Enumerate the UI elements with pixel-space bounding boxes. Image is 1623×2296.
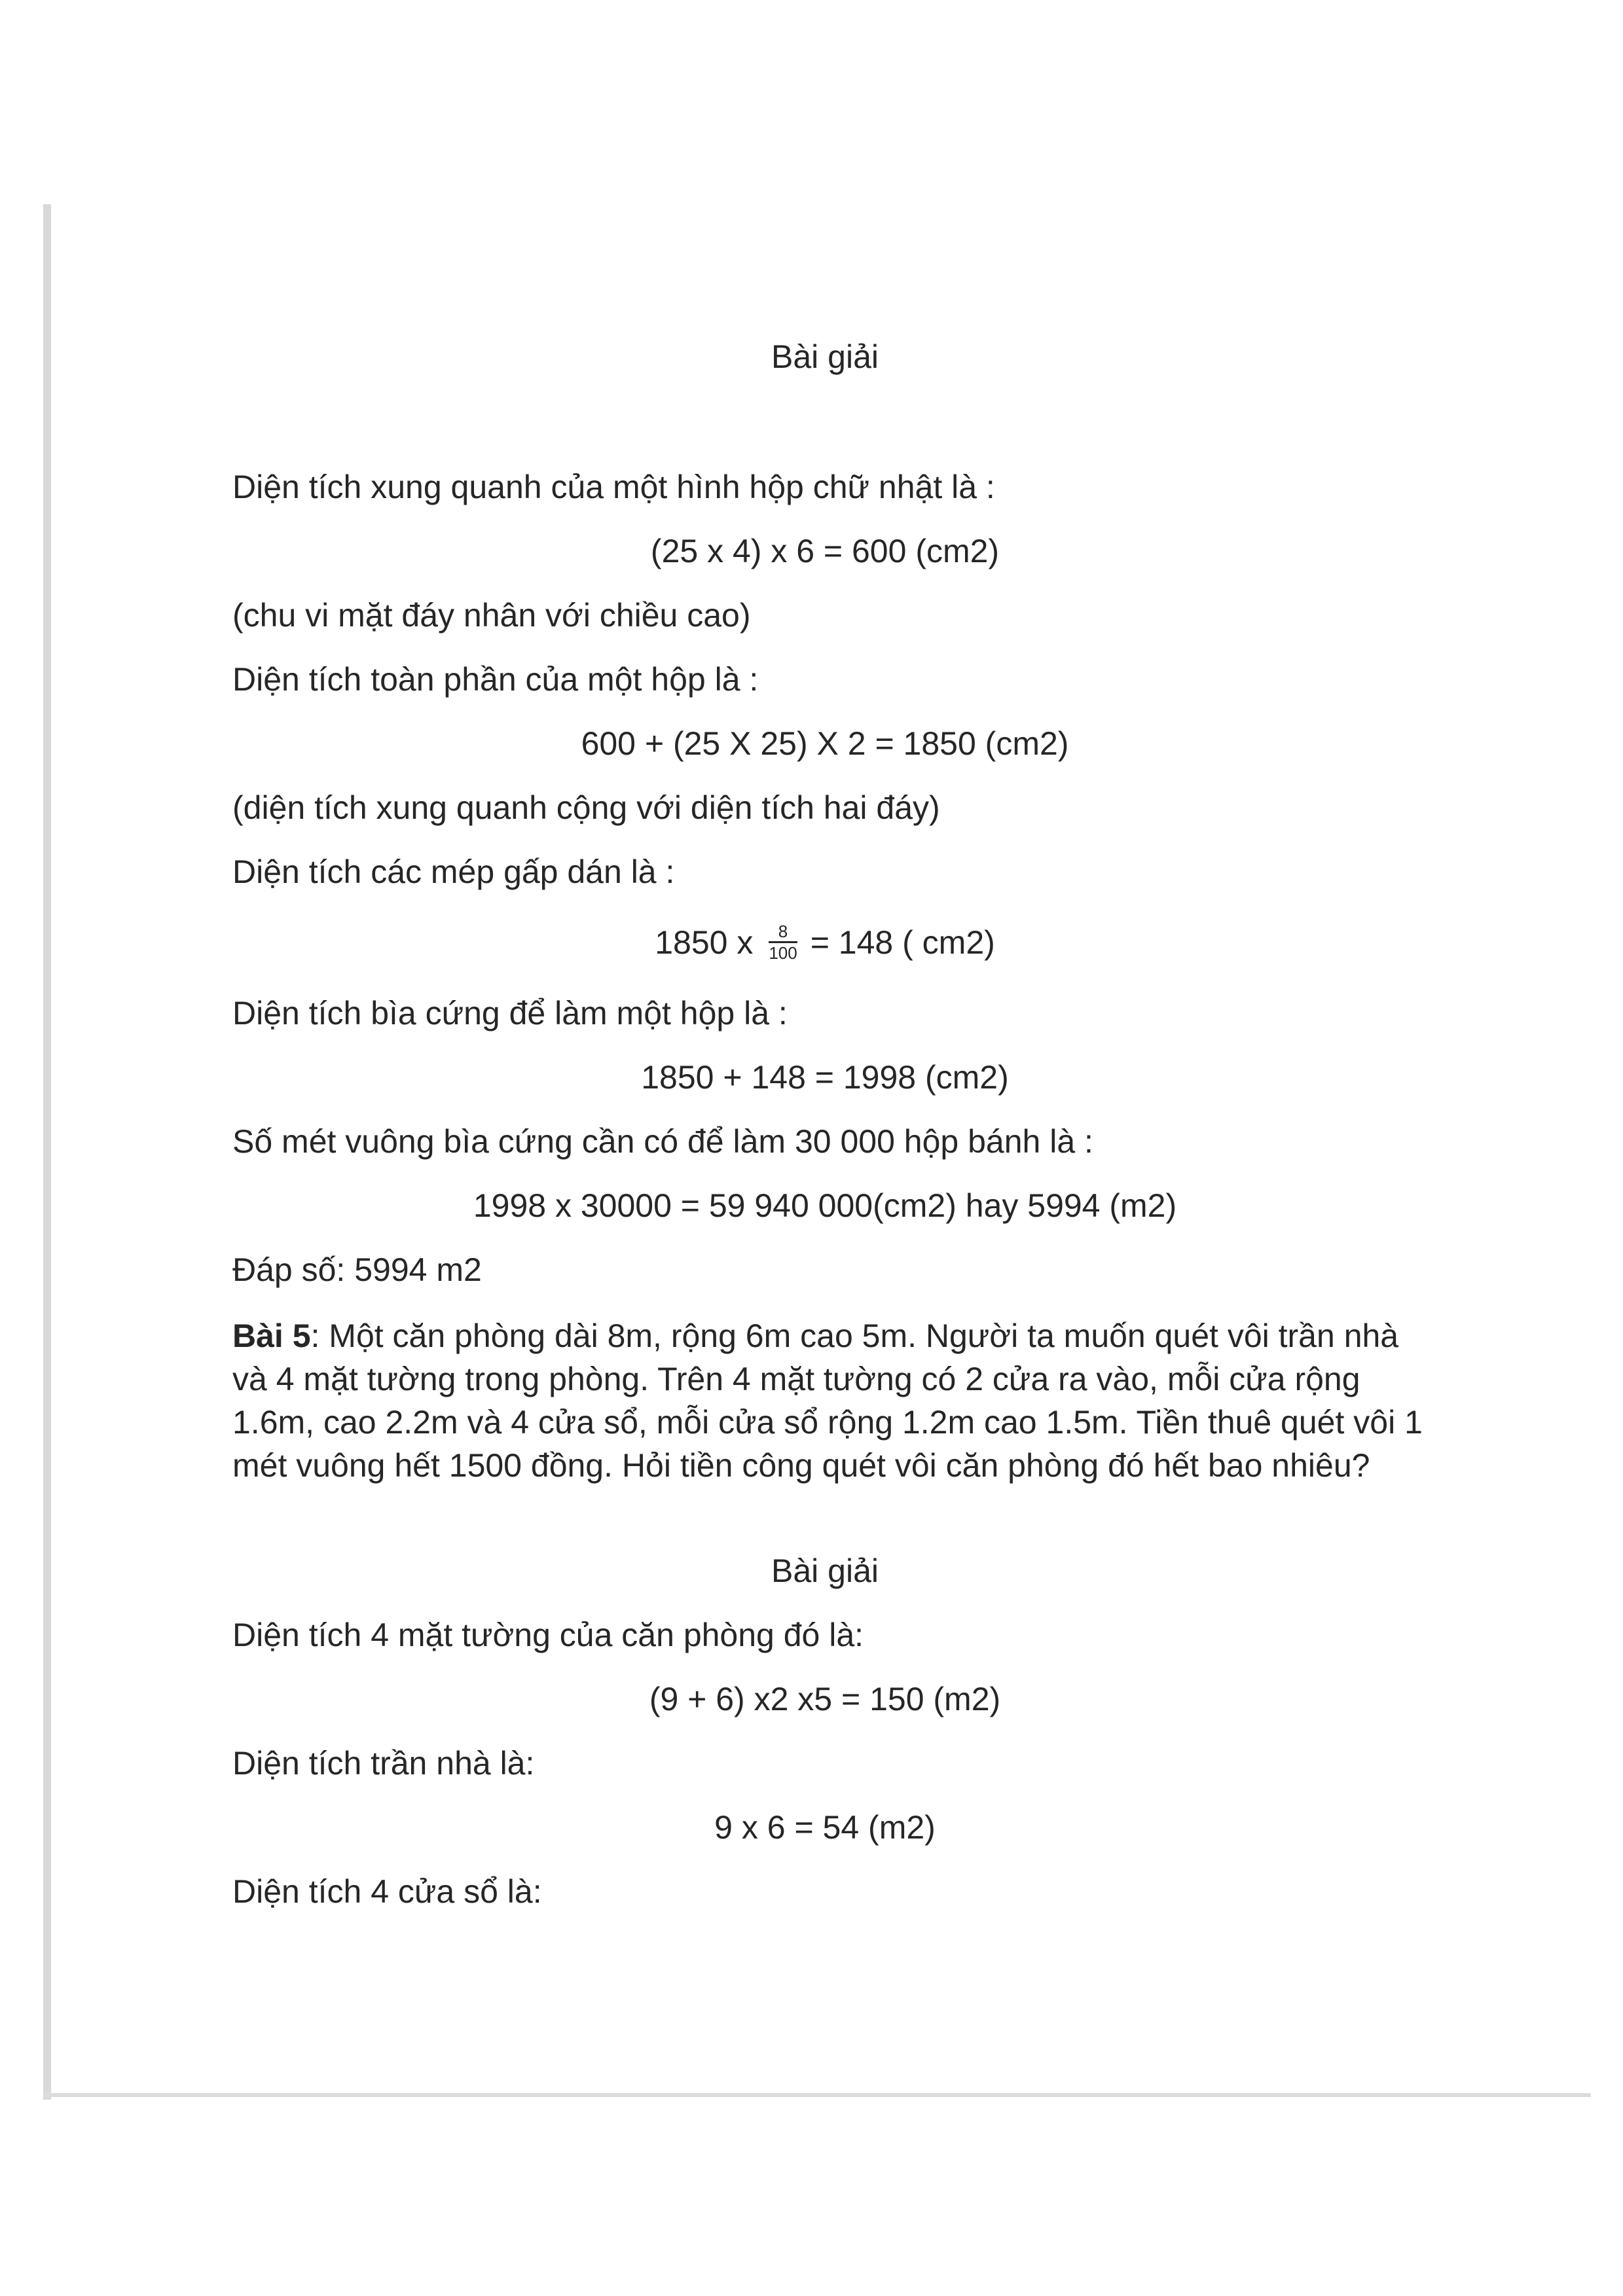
fraction: [769, 922, 797, 963]
text-line: (diện tích xung quanh cộng với diện tích hai đáy): [232, 789, 940, 826]
text-line: Diện tích các mép gấp dán là :: [232, 853, 675, 890]
fraction-formula: [232, 923, 1417, 965]
fraction-numerator: 8: [769, 922, 797, 943]
formula-line: (25 x 4) x 6 = 600 (cm2): [650, 533, 1000, 569]
formula-line: (9 + 6) x2 x5 = 150 (m2): [649, 1681, 1001, 1717]
text-line: Diện tích xung quanh của một hình hộp chữ nhật là :: [232, 469, 995, 505]
problem-label: Bài 5: [232, 1318, 311, 1354]
page-left-border: [43, 204, 51, 2100]
fraction-denominator: 100: [769, 943, 797, 963]
text-line: Diện tích toàn phần của một hộp là :: [232, 661, 759, 698]
problem-5: [232, 1314, 1424, 1487]
text-line: Số mét vuông bìa cứng cần có để làm 30 000 hộp bánh là :: [232, 1123, 1093, 1160]
page-bottom-border: [43, 2093, 1591, 2097]
problem-text: : Một căn phòng dài 8m, rộng 6m cao 5m. Người ta muốn quét vôi trần nhà và 4 mặt tường trong phòng. Trên 4 mặt tường có 2 cửa ra vào, mỗi cửa rộng 1.6m, cao 2.2m và 4 cửa sổ, mỗi cửa sổ rộng 1.2m cao 1.5m. Tiền thuê quét vôi 1 mét vuông hết 1500 đồng. Hỏi tiền công quét vôi căn phòng đó hết bao nhiêu?: [232, 1318, 1423, 1484]
text-line: Diện tích 4 mặt tường của căn phòng đó là:: [232, 1617, 864, 1653]
solution-heading: Bài giải: [771, 1552, 879, 1589]
text-line: Diện tích bìa cứng để làm một hộp là :: [232, 995, 788, 1031]
fraction-formula-before: 1850 x: [655, 924, 754, 961]
formula-line: 600 + (25 X 25) X 2 = 1850 (cm2): [581, 725, 1069, 762]
formula-line: 9 x 6 = 54 (m2): [714, 1809, 936, 1846]
answer-line: Đáp số: 5994 m2: [232, 1251, 482, 1288]
solution-heading: Bài giải: [771, 338, 879, 375]
formula-line: 1998 x 30000 = 59 940 000(cm2) hay 5994 (m2): [473, 1187, 1177, 1224]
text-line: Diện tích trần nhà là:: [232, 1745, 535, 1782]
fraction-formula-after: = 148 ( cm2): [810, 924, 995, 961]
formula-line: 1850 + 148 = 1998 (cm2): [641, 1059, 1009, 1096]
text-line: (chu vi mặt đáy nhân với chiều cao): [232, 597, 751, 634]
text-line: Diện tích 4 cửa sổ là:: [232, 1873, 542, 1910]
